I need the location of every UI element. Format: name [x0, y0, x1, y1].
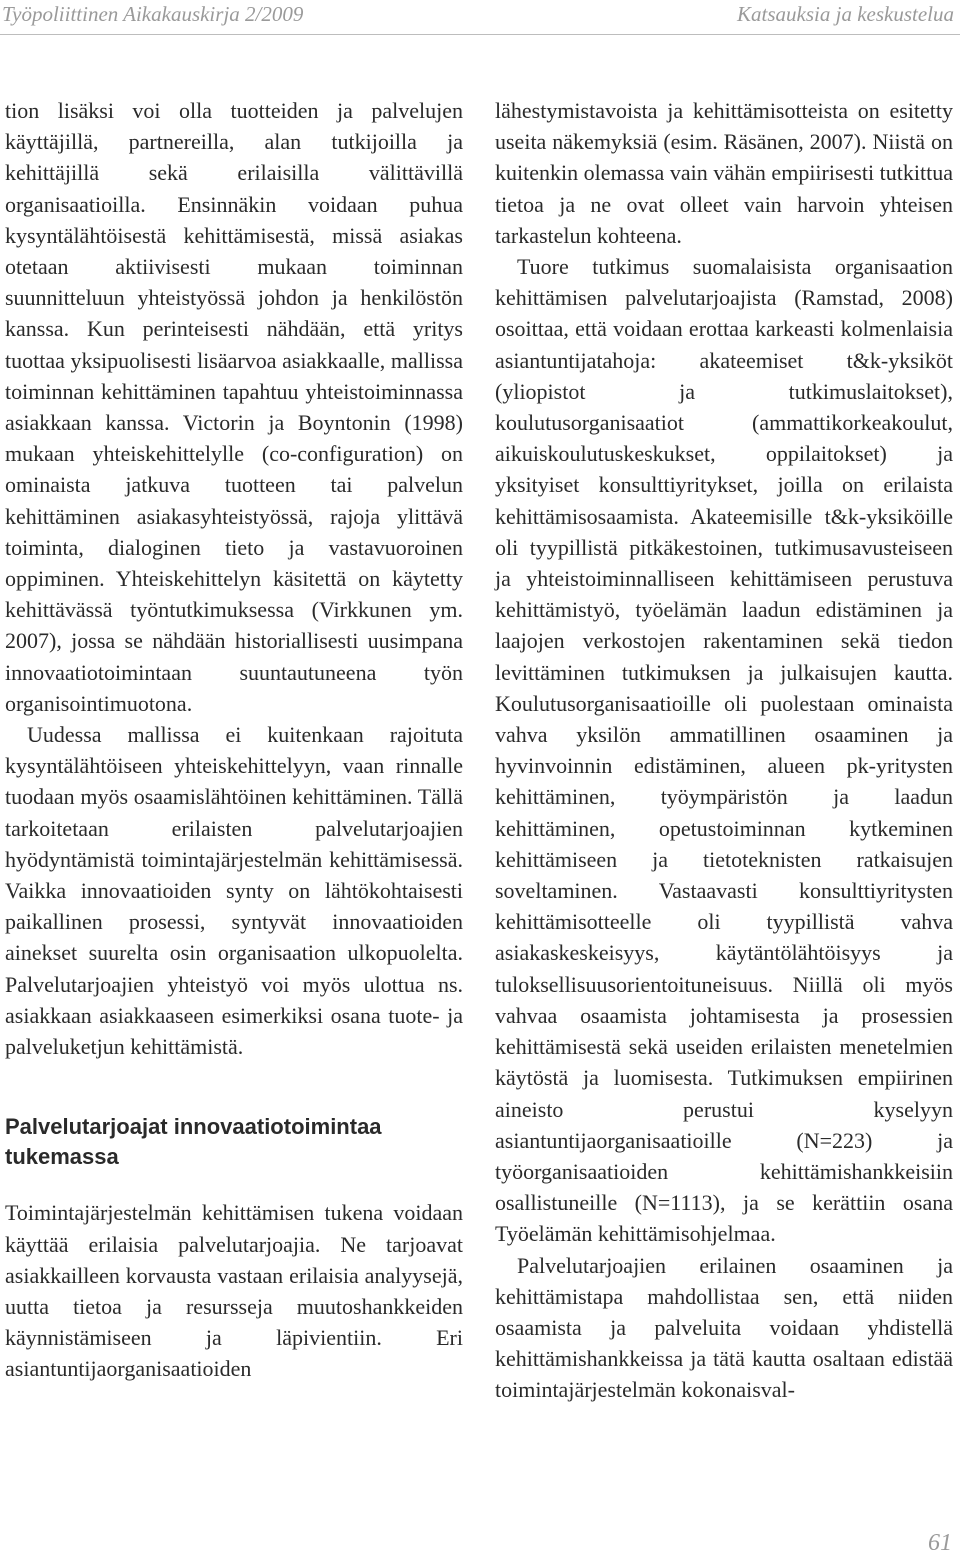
journal-title: Työpoliittinen Aikakauskirja 2/2009 — [2, 2, 304, 26]
section-heading: Palvelutarjoajat innovaatiotoimintaa tukemassa — [5, 1114, 382, 1170]
paragraph: Palvelutarjoajien erilainen osaaminen ja kehittämistapa mahdollistaa sen, että niiden osaamista ja palveluita voidaan yhdistellä kehittämishankkeissa ja tätä kautta osaltaan edistää toimintajärjestelmän kokonaisval- — [495, 1252, 953, 1403]
paragraph: Uudessa mallissa ei kuitenkaan rajoituta kysyntälähtöiseen yhteiskehittelyyn, vaan rinnalle tuodaan myös osaamislähtöinen kehittäminen. Tällä tarkoitetaan erilaisten palvelutarjoajien hyödyntämistä toimintajärjestelmän kehittämisessä. Vaikka innovaatioiden synty on lähtökohtaisesti paikallinen prosessi, syntyvät innovaatioiden ainekset suurelta osin organisaation ulkopuolelta. Palvelutarjoajien yhteistyö voi myös ulottua ns. asiakkaan asiakkaaseen esimerkiksi osana tuote- ja palveluketjun kehittämistä. — [5, 722, 463, 1060]
paragraph: tion lisäksi voi olla tuotteiden ja palvelujen käyttäjillä, partnereilla, alan tutkijoilla ja kehittäjillä sekä erilaisilla välittävillä organisaatioilla. Ensinnäkin voidaan puhua kysyntälähtöisestä kehittämisestä, missä asiakas otetaan aktiivisesti mukaan toiminnan suunnitteluun yhteistyössä johdon ja henkilöstön kanssa. Kun perinteisesti nähdään, että yritys tuottaa yksipuolisesti lisäarvoa asiakkaalle, mallissa toiminnan kehittäminen tapahtuu yhteistoiminnassa asiakkaan kanssa. Victorin ja Boyntonin (1998) mukaan yhteiskehittelylle (co-configuration) on ominaista jatkuva tuotteen tai palvelun kehittäminen asiakasyhteistyössä, rajoja ylittävä toiminta, dialoginen tieto ja vastavuoroinen oppiminen. Yhteiskehittelyn käsitettä on käytetty kehittävässä työntutkimuksessa (Virkkunen ym. 2007), jossa se nähdään historiallisesti uusimpana innovaatiotoimintaan suuntautuneena työn organisointimuotona. — [5, 98, 463, 716]
paragraph: Toimintajärjestelmän kehittämisen tukena voidaan käyttää erilaisia palvelutarjoajia. Ne tarjoavat asiakkailleen korvausta vastaan erilaisia analyysejä, uutta tietoa ja resursseja muutoshankkeiden käynnistämiseen ja läpivientiin. Eri asiantuntijaorganisaatioiden — [5, 1200, 463, 1382]
paragraph: lähestymistavoista ja kehittämisotteista on esitetty useita näkemyksiä (esim. Räsänen, 2007). Niistä on kuitenkin olemassa vain vähän empiirisesti tutkittua tietoa ja ne ovat olleet vain harvoin yhteisen tarkastelun kohteena. — [495, 98, 953, 248]
left-column — [5, 95, 463, 1385]
paragraph: Tuore tutkimus suomalaisista organisaation kehittämisen palvelutarjoajista (Ramstad, 2008) osoittaa, että voidaan erottaa karkeasti kolmenlaisia asiantuntijatahoja: akateemiset t&k-yksiköt (yliopistot ja tutkimuslaitokset), koulutusorganisaatiot (ammattikorkeakoulut, aikuiskoulutuskeskukset, oppilaitokset) ja yksityiset konsulttiyritykset, joilla on erilaista kehittämisosaamista. Akateemisille t&k-yksiköille oli tyypillistä pitkäkestoinen, tutkimusavusteiseen ja yhteistoiminnalliseen kehittämiseen perustuva kehittämistyö, työelämän laadun edistäminen ja laajojen verkostojen rakentaminen sekä tiedon levittäminen tutkimuksen ja julkaisujen kautta. Koulutusorganisaatioille oli puolestaan ominaista vahva yksilön ammatillinen osaaminen ja hyvinvoinnin edistäminen, alueen pk-yritysten kehittäminen, työympäristön ja laadun kehittäminen, opetustoiminnan kytkeminen kehittämiseen ja tietoteknisten ratkaisujen soveltaminen. Vastaavasti konsulttiyritysten kehittämisotteelle oli tyypillistä vahva asiakaskeskeisyys, käytäntölähtöisyys ja tuloksellisuusorientoituneisuus. Niillä oli myös vahvaa osaamista johtamisesta ja prosessien kehittämisestä sekä useiden erilaisten menetelmien käytöstä ja luomisesta. Tutkimuksen empiirinen aineisto perustui kyselyyn asiantuntijaorganisaatioille (N=223) ja työorganisaatioiden kehittämishankkeisiin osallistuneille (N=1113), ja se kerättiin osana Työelämän kehittämisohjelmaa. — [495, 254, 953, 1247]
page-number: 61 — [928, 1530, 952, 1556]
header-rule — [0, 34, 960, 35]
right-column — [495, 95, 953, 1406]
running-header — [0, 0, 960, 34]
section-title: Katsauksia ja keskustelua — [737, 2, 954, 26]
